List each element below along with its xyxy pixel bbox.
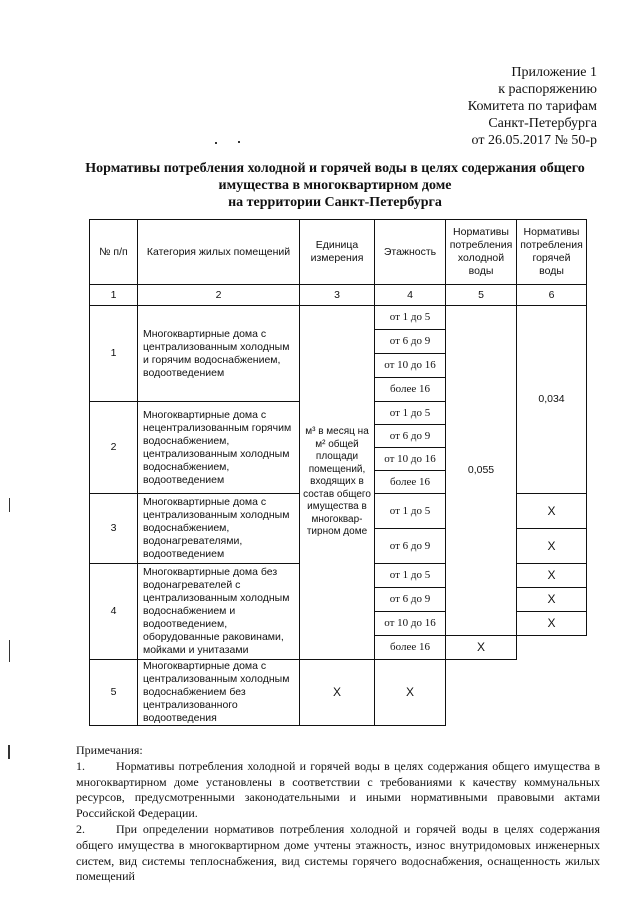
column-number: 6	[517, 285, 587, 306]
floors-cell: от 6 до 9	[375, 330, 446, 354]
row-number: 2	[90, 402, 138, 494]
table-header-row	[90, 220, 587, 285]
floors-cell: более 16	[375, 471, 446, 494]
header-floors: Этажность	[375, 220, 446, 285]
header-cold: Нормативы потребления холодной воды	[446, 220, 517, 285]
header-hot: Нормативы потребления горячей воды	[517, 220, 587, 285]
floors-cell: от 10 до 16	[375, 448, 446, 471]
floors-cell: от 6 до 9	[375, 588, 446, 612]
note-text: При определении нормативов потребления холодной и горячей воды в целях содержания общего имущества в многоквартирном доме учтены этажность, износ внутридомовых инженерных систем, вид системы теплоснабжения, вид системы горячего водоснабжения, оснащенность жилых помещений	[76, 821, 600, 884]
category-cell: Многоквартирные дома без водонагревателей с централизованным холодным водоснабжением и водоотведением, оборудованные раковинами, мойками и унитазами	[138, 564, 300, 660]
row-number: 5	[90, 660, 138, 726]
not-applicable-mark: Х	[517, 612, 587, 636]
not-applicable-mark: Х	[517, 564, 587, 588]
scan-margin-mark	[9, 640, 10, 662]
floors-cell: от 6 до 9	[375, 529, 446, 564]
floors-cell: от 6 до 9	[375, 425, 446, 448]
title-line: Нормативы потребления холодной и горячей воды в целях содержания общего	[85, 161, 585, 176]
table-row	[90, 660, 587, 726]
appendix-block	[468, 64, 597, 149]
not-applicable-mark: Х	[446, 636, 517, 660]
scan-dot	[238, 141, 240, 143]
category-cell: Многоквартирные дома с централизованным холодным водоснабжением, водонагревателями, водоотведением	[138, 494, 300, 564]
scan-margin-mark	[8, 745, 10, 759]
document-title	[70, 160, 600, 211]
category-cell: Многоквартирные дома с нецентрализованным горячим водоснабжением, централизованным холодным водоснабжением, водоотведением	[138, 402, 300, 494]
column-number: 1	[90, 285, 138, 306]
floors-cell: более 16	[375, 636, 446, 660]
not-applicable-mark: Х	[517, 588, 587, 612]
column-number: 2	[138, 285, 300, 306]
category-cell: Многоквартирные дома с централизованным холодным водоснабжением без централизованного водоотведения	[138, 660, 300, 726]
notes-heading: Примечания:	[76, 743, 143, 757]
unit-cell: м³ в месяц на м² общей площади помещений, входящих в состав общего имущества в многоквар- тирном доме	[300, 306, 375, 660]
appendix-line: от 26.05.2017 № 50-р	[471, 133, 597, 148]
cold-value-cell: 0,055	[446, 306, 517, 636]
hot-value-cell: 0,034	[517, 306, 587, 494]
note-number: 1.	[76, 758, 85, 773]
floors-cell: от 1 до 5	[375, 402, 446, 425]
note-number: 2.	[76, 821, 85, 836]
header-category: Категория жилых помещений	[138, 220, 300, 285]
floors-cell: от 1 до 5	[375, 306, 446, 330]
category-cell: Многоквартирные дома с централизованным холодным и горячим водоснабжением, водоотведением	[138, 306, 300, 402]
floors-cell: от 1 до 5	[375, 564, 446, 588]
norms-table	[89, 219, 587, 726]
column-number: 4	[375, 285, 446, 306]
title-line: на территории Санкт-Петербурга	[228, 195, 442, 210]
column-number: 3	[300, 285, 375, 306]
floors-cell: от 10 до 16	[375, 612, 446, 636]
note-2	[76, 822, 600, 885]
row-number: 4	[90, 564, 138, 660]
appendix-line: Санкт-Петербурга	[488, 116, 597, 131]
not-applicable-mark: Х	[375, 660, 446, 726]
header-unit: Единица измерения	[300, 220, 375, 285]
scan-dot	[215, 142, 217, 144]
column-number-row	[90, 285, 587, 306]
appendix-line: к распоряжению	[498, 82, 597, 97]
title-line: имущества в многоквартирном доме	[218, 178, 452, 193]
row-number: 3	[90, 494, 138, 564]
appendix-line: Приложение 1	[511, 65, 597, 80]
not-applicable-mark: Х	[517, 529, 587, 564]
scan-margin-mark	[9, 498, 10, 512]
note-1	[76, 759, 600, 822]
column-number: 5	[446, 285, 517, 306]
floors-cell: от 10 до 16	[375, 354, 446, 378]
not-applicable-mark: Х	[517, 494, 587, 529]
notes-section	[76, 743, 600, 885]
note-text: Нормативы потребления холодной и горячей воды в целях содержания общего имущества в многоквартирном доме установлены в соответствии с требованиями к качеству коммунальных ресурсов, предусмотренными законодательными и иными нормативными правовыми актами Российской Федерации.	[76, 758, 600, 821]
header-num: № п/п	[90, 220, 138, 285]
row-number: 1	[90, 306, 138, 402]
table-row	[90, 306, 587, 330]
floors-cell: более 16	[375, 378, 446, 402]
floors-cell: от 1 до 5	[375, 494, 446, 529]
appendix-line: Комитета по тарифам	[467, 99, 597, 114]
not-applicable-mark: Х	[300, 660, 375, 726]
